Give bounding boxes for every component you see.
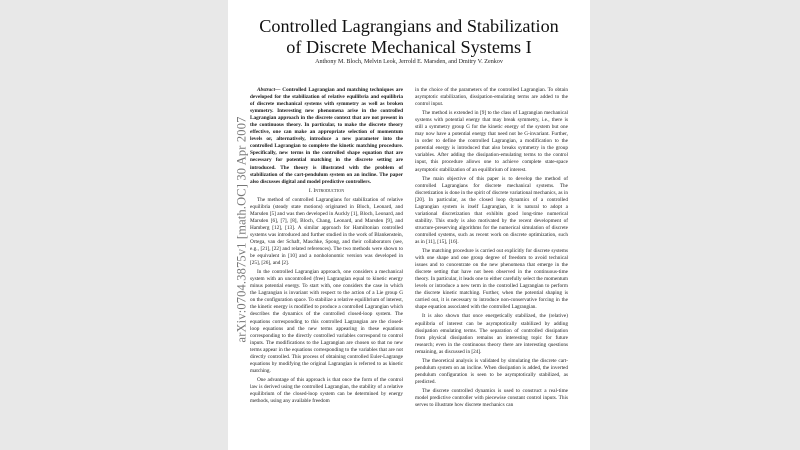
title-line-2: of Discrete Mechanical Systems I — [286, 37, 532, 57]
section-heading: I. Introduction — [308, 187, 345, 194]
abstract-text: — Controlled Lagrangian and matching techniques are developed for the stabilization of relative equilibria and equilibria of discrete mechanical systems with symmetry as well as broken symmetry. Interesting new phenomena arise in the controlled Lagrangian approach in the discrete context that are not present in the continuous theory. In particular, to make the discrete theory effective, one can make an appropriate selection of momentum levels or, alternatively, introduce a new parameter into the controlled Lagrangian to complete the kinetic matching procedure. Specifically, new terms in the controlled shape equation that are necessary for potential matching in the discrete setting are introduced. The theory is illustrated with the problem of stabilization of the cart-pendulum system on an incline. The paper also discusses digital and model predictive controllers. — [250, 87, 403, 185]
author-list: Anthony M. Bloch, Melvin Leok, Jerrold E. Marsden, and Dmitry V. Zenkov — [315, 59, 503, 65]
left-paragraph: The method of controlled Lagrangians for stabilization of relative equilibria (steady state motions) originated in Bloch, Leonard, and Marsden [5] and was then developed in Auckly [1], Bloch, Leonard, and Marsden [6], [7], [8], Bloch, Chang, Leonard, and Marsden [9], and Hamberg [12], [13]. A similar approach for Hamiltonian controlled systems was introduced and further studied in the work of Blankenstein, Ortega, van der Schaft, Maschke, Spong, and their collaborators (see, e.g., [21], [22] and related references). The two methods were shown to be equivalent in [10] and a nonholonomic version was developed in [25], [26], and [2]. — [250, 196, 403, 267]
right-paragraph: The matching procedure is carried out explicitly for discrete systems with one shape and one group degree of freedom to avoid technical issues and to concentrate on the new phenomena that emerge in the discrete setting that have not been observed in the continuous-time theory. In particular, it leads one to either carefully select the momentum levels or introduce a new term in the controlled Lagrangian to perform the discrete kinetic matching. Further, when the potential shaping is carried out, it is necessary to introduce non-conservative forcing in the shape equation associated with the controlled Lagrangian. — [415, 248, 568, 311]
arxiv-stamp: arXiv:0704.3875v1 [math.OC] 30 Apr 2007 — [234, 116, 249, 343]
left-paragraph: In the controlled Lagrangian approach, one considers a mechanical system with an uncontrolled (free) Lagrangian equal to kinetic energy minus potential energy. To start with, one considers the case in which the Lagrangian is invariant with respect to the action of a Lie group G on the configuration space. To stabilize a relative equilibrium of interest, the kinetic energy is modified to produce a controlled Lagrangian which describes the dynamics of the controlled closed-loop system. The equations corresponding to this controlled Lagrangian are the closed-loop equations and the new terms appearing in these equations corresponding to the directly controlled variables correspond to control inputs. The modifications to the Lagrangian are chosen so that no new terms appear in the equations corresponding to the variables that are not directly controlled. This process of obtaining controlled Euler-Lagrange equations by modifying the original Lagrangian is referred to as kinetic matching. — [250, 269, 403, 374]
paper-page — [228, 0, 590, 450]
paper-title — [228, 16, 590, 58]
left-column — [250, 87, 403, 405]
right-paragraph: The theoretical analysis is validated by simulating the discrete cart-pendulum system on an incline. When dissipation is added, the inverted pendulum configuration is seen to be asymptotically stabilized, as predicted. — [415, 357, 568, 385]
abstract — [250, 87, 403, 186]
right-paragraph: The main objective of this paper is to develop the method of controlled Lagrangians for discrete mechanical systems. The discretization is done in the spirit of discrete variational mechanics, as in [20]. In particular, as the closed loop dynamics of a controlled Lagrangian system is itself Lagrangian, it is natural to adopt a variational discretization that exhibits good long-time numerical stability. This study is also motivated by the recent development of structure-preserving algorithms for the numerical simulation of discrete controlled systems, such as recent work on discrete optimization, such as in [11], [15], [16]. — [415, 175, 568, 245]
left-paragraph: One advantage of this approach is that once the form of the control law is derived using the controlled Lagrangian, the stability of a relative equilibrium of the closed-loop system can be determined by energy methods, using any available freedom — [250, 376, 403, 405]
title-line-1: Controlled Lagrangians and Stabilization — [259, 16, 559, 36]
right-column — [415, 87, 568, 409]
right-paragraph: The method is extended in [9] to the class of Lagrangian mechanical systems with potential energy that may break symmetry, i.e., there is still a symmetry group G for the kinetic energy of the system but one may now have a potential energy that need not be G-invariant. Further, in order to define the controlled Lagrangian, a modification to the potential energy is introduced that also breaks symmetry in the group variables. After adding the dissipation-emulating terms to the control input, this procedure allows one to achieve complete state-space asymptotic stabilization of an equilibrium of interest. — [415, 110, 568, 173]
right-paragraph: The discrete controlled dynamics is used to construct a real-time model predictive controller with piecewise constant control inputs. This serves to illustrate how discrete mechanics can — [415, 387, 568, 409]
right-paragraph: in the choice of the parameters of the controlled Lagrangian. To obtain asymptotic stabilization, dissipation-emulating terms are added to the control input. — [415, 87, 568, 108]
abstract-label: Abstract — [257, 87, 276, 93]
right-paragraph: It is also shown that once energetically stabilized, the (relative) equilibria of interest can be asymptotically stabilized by adding dissipation emulating terms. The separation of controlled dissipation from physical dissipation remains an interesting topic for future research; even in the continuous theory there are interesting questions remaining, as discussed in [24]. — [415, 313, 568, 355]
